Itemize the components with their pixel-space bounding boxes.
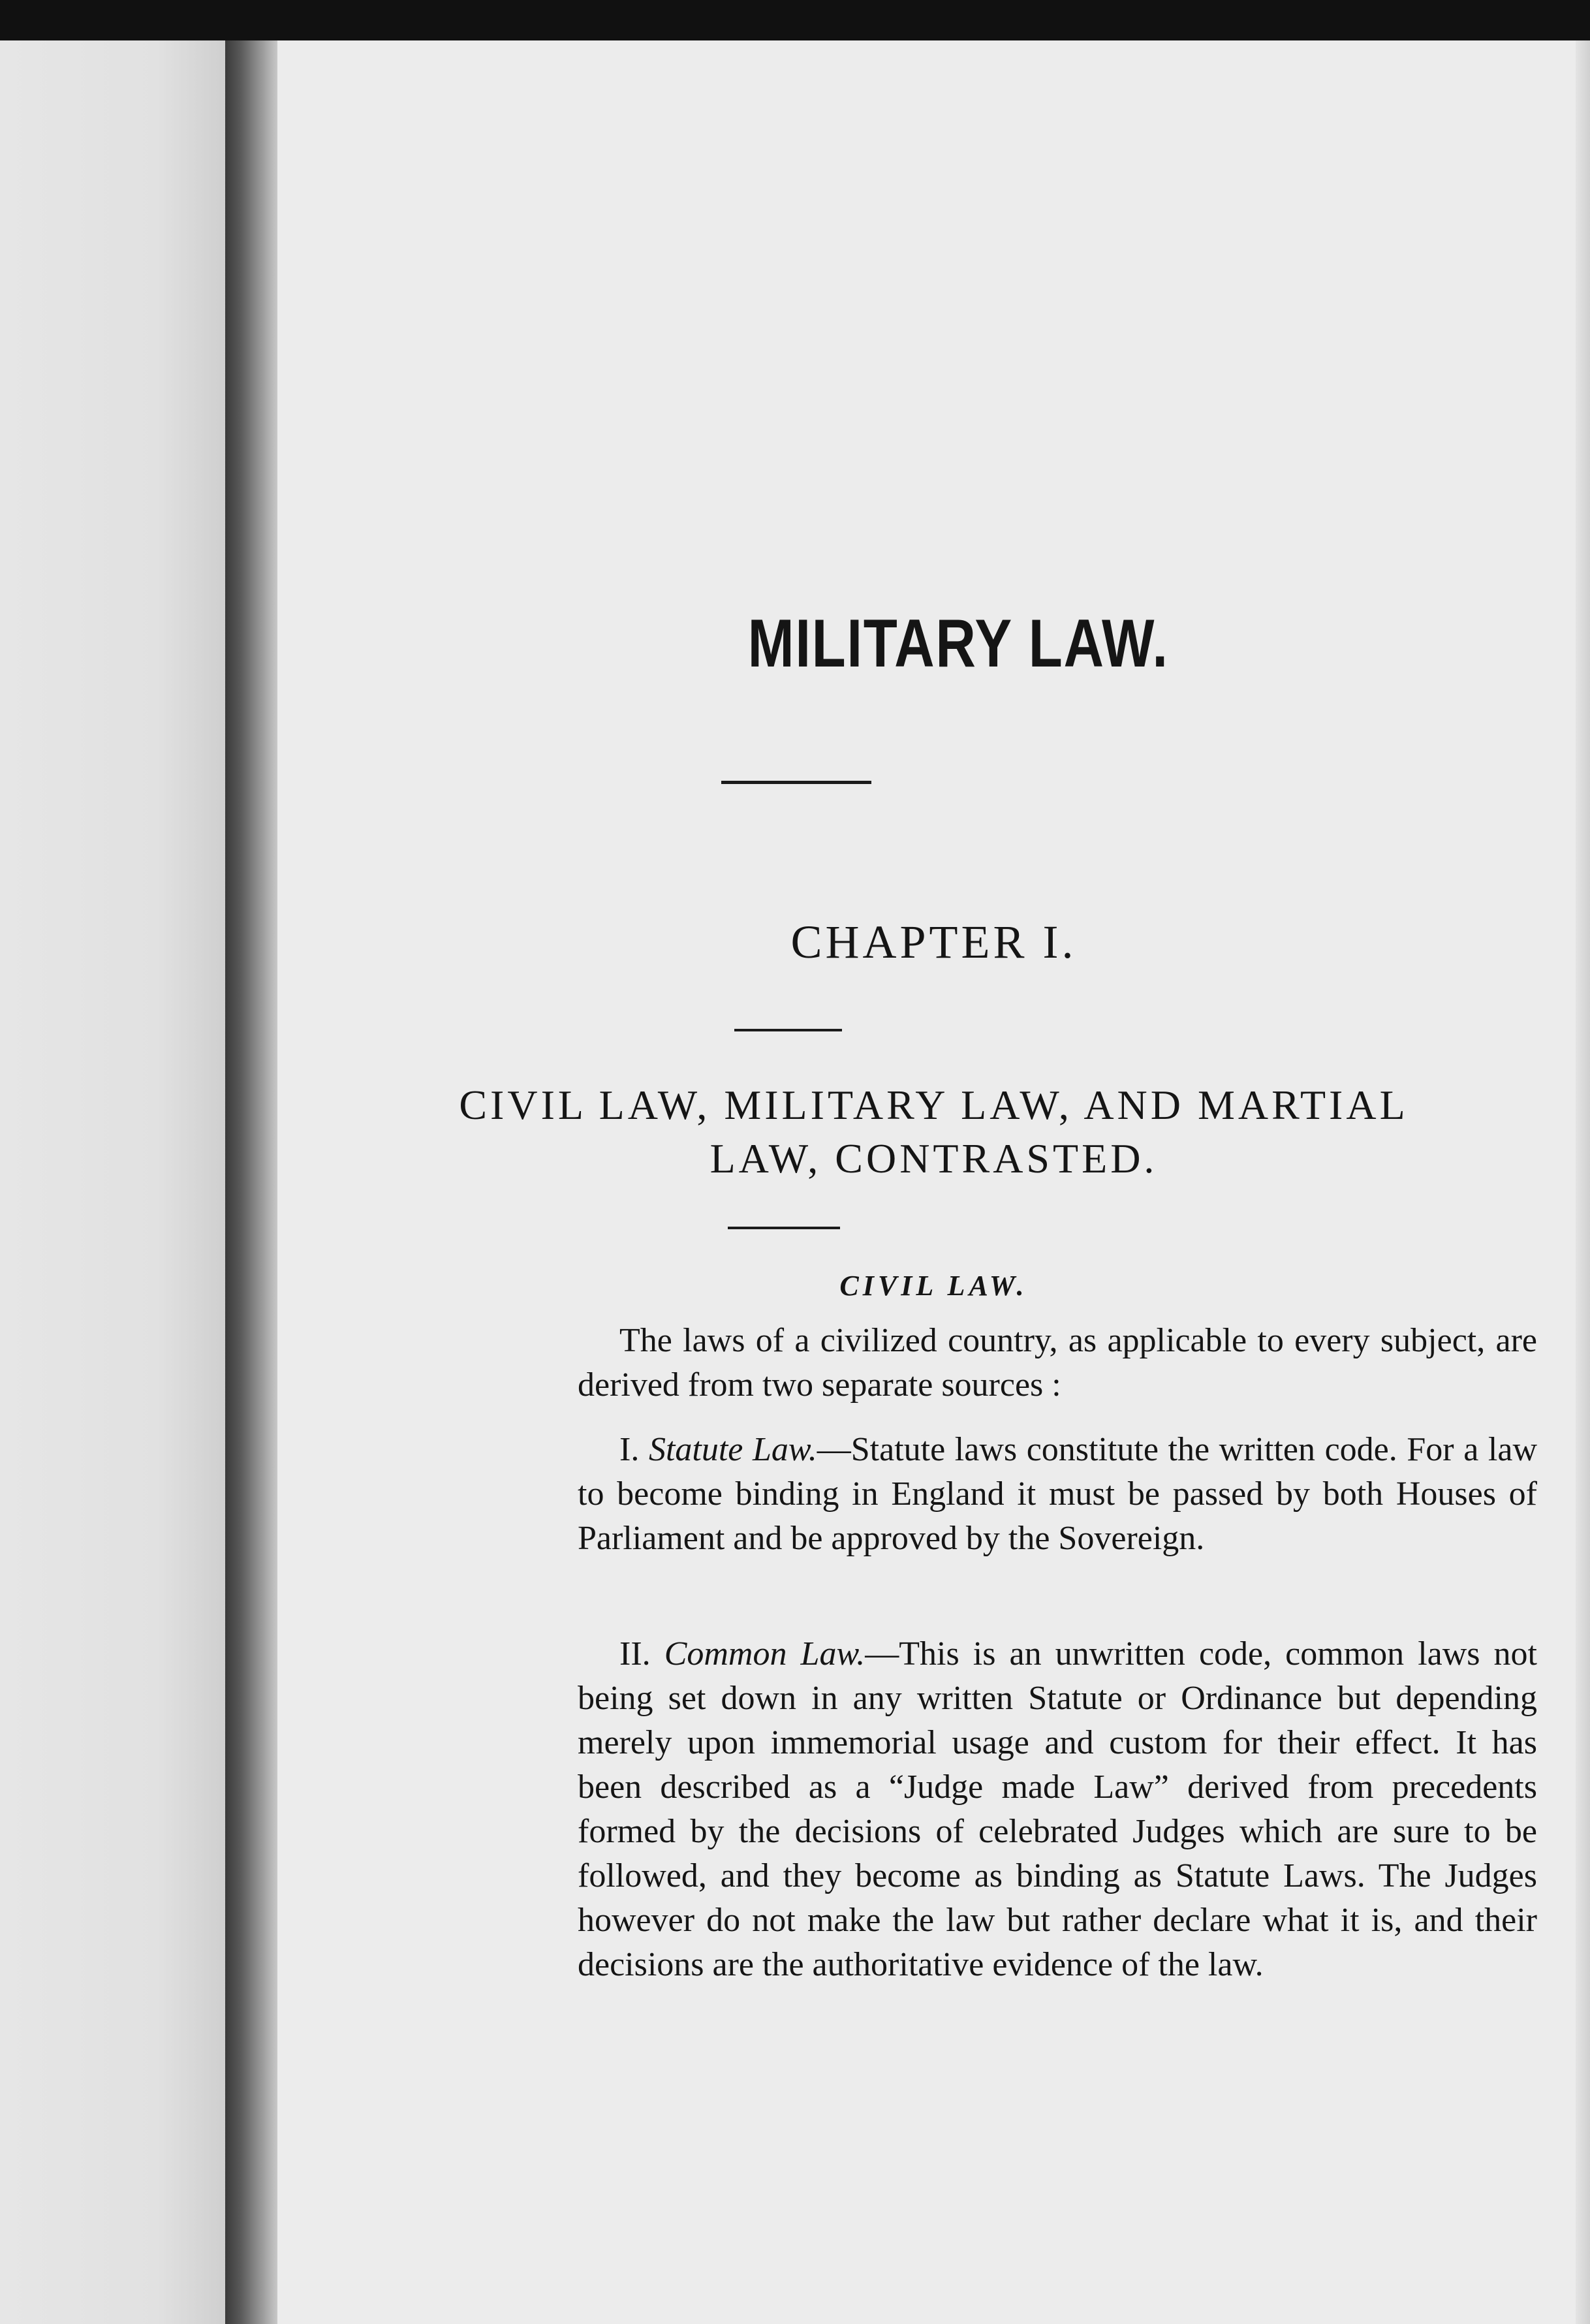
section-heading: CIVIL LAW. <box>839 1270 1028 1302</box>
statute-law-paragraph <box>578 1428 1537 1561</box>
subtitle-divider <box>728 1227 840 1229</box>
statute-law-term: Statute Law. <box>648 1431 817 1468</box>
title-divider <box>721 781 871 784</box>
book-gutter <box>225 40 277 2324</box>
common-law-term: Common Law. <box>664 1635 865 1672</box>
common-law-label: II. <box>619 1635 651 1672</box>
common-law-text: —This is an unwritten code, common laws not being set down in any written Statute or Ordinance but depending merely upon immemorial usage and custom for their effect. It has been described as a “Judge made Law” derived from precedents formed by the decisions of celebrated Judges which are sure to be followed, and they become as binding as Statute Laws. The Judges however do not make the law but rather declare what it is, and their decisions are the authoritative evidence of the law. <box>578 1635 1537 1983</box>
facing-blank-page <box>0 40 225 2324</box>
book-title: MILITARY LAW. <box>747 606 1169 682</box>
chapter-subtitle <box>277 1078 1590 1186</box>
statute-law-text: —Statute laws constitute the written code. For a law to become binding in England it must be passed by both Houses of Parliament and be approved by the Sovereign. <box>578 1431 1537 1557</box>
chapter-subtitle-line-1: CIVIL LAW, MILITARY LAW, AND MARTIAL <box>459 1082 1409 1128</box>
chapter-subtitle-line-2: LAW, CONTRASTED. <box>709 1135 1158 1182</box>
page-right-edge <box>1576 40 1590 2324</box>
chapter-divider <box>734 1029 842 1031</box>
book-page <box>277 40 1590 2324</box>
common-law-paragraph <box>578 1632 1537 1987</box>
intro-paragraph-text: The laws of a civilized country, as applicable to every subject, are derived from two separate sources : <box>578 1322 1537 1404</box>
scan-top-border <box>0 0 1590 40</box>
chapter-heading: CHAPTER I. <box>790 916 1077 968</box>
intro-paragraph <box>578 1319 1537 1407</box>
statute-law-label: I. <box>619 1431 640 1468</box>
